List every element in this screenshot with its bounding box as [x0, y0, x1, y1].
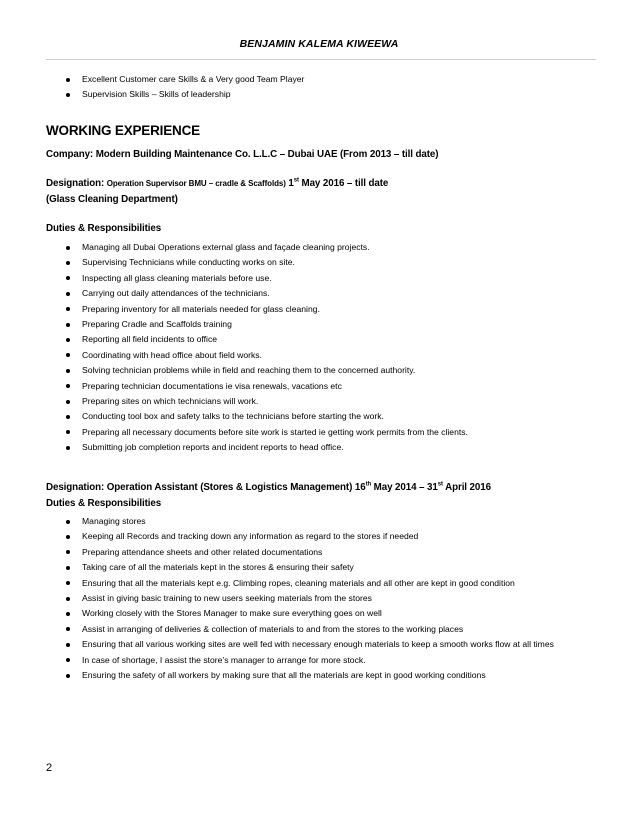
list-item: Carrying out daily attendances of the technicians. — [46, 286, 468, 301]
list-item: Excellent Customer care Skills & a Very good Team Player — [46, 72, 304, 87]
list-item: Submitting job completion reports and incident reports to head office. — [46, 440, 468, 455]
list-item: Keeping all Records and tracking down any information as regard to the stores if needed — [46, 529, 594, 544]
list-item: Working closely with the Stores Manager to make sure everything goes on well — [46, 606, 594, 621]
company-line: Company: Modern Building Maintenance Co. L.L.C – Dubai UAE (From 2013 – till date) — [46, 149, 439, 160]
list-item: Managing stores — [46, 514, 594, 529]
designation-line-1 — [46, 178, 388, 189]
duties-list-2 — [46, 514, 594, 684]
list-item: Supervision Skills – Skills of leadership — [46, 87, 304, 102]
page-number: 2 — [46, 762, 53, 774]
designation-label: Designation: — [46, 178, 105, 189]
duties-list-1 — [46, 240, 468, 456]
list-item: Conducting tool box and safety talks to the technicians before starting the work. — [46, 409, 468, 424]
list-item: Preparing Cradle and Scaffolds training — [46, 317, 468, 332]
list-item: Reporting all field incidents to office — [46, 332, 468, 347]
page-header-name: BENJAMIN KALEMA KIWEEWA — [239, 38, 399, 50]
skills-list — [46, 72, 304, 103]
list-item: Taking care of all the materials kept in the stores & ensuring their safety — [46, 560, 594, 575]
designation-text: Designation: Operation Assistant (Stores & Logistics Management) 16 — [46, 482, 366, 493]
date-rest: May 2016 – till date — [301, 178, 389, 189]
date-end: April 2016 — [442, 482, 491, 493]
list-item: Supervising Technicians while conducting works on site. — [46, 255, 468, 270]
list-item: Solving technician problems while in field and reaching them to the concerned authority. — [46, 363, 468, 378]
duties-heading-2: Duties & Responsibilities — [46, 498, 162, 509]
list-item: Ensuring that all the materials kept e.g. Climbing ropes, cleaning materials and all other are kept in good condition — [46, 576, 594, 591]
date-ordinal-start: th — [365, 481, 372, 488]
list-item: Managing all Dubai Operations external glass and façade cleaning projects. — [46, 240, 468, 255]
date-mid: May 2014 – 31 — [371, 482, 438, 493]
list-item: Preparing inventory for all materials needed for glass cleaning. — [46, 302, 468, 317]
list-item: Assist in giving basic training to new users seeking materials from the stores — [46, 591, 594, 606]
duties-heading-1: Duties & Responsibilities — [46, 223, 162, 234]
list-item: Preparing attendance sheets and other related documentations — [46, 545, 594, 560]
list-item: Ensuring that all various working sites are well fed with necessary enough materials to keep a smooth works flow at all times — [46, 637, 594, 653]
date-day: 1 — [288, 178, 294, 189]
date-ordinal-end: st — [437, 481, 443, 488]
list-item: Inspecting all glass cleaning materials before use. — [46, 271, 468, 286]
designation-title: Operation Supervisor BMU – cradle & Scaffolds) — [106, 179, 286, 188]
department-line: (Glass Cleaning Department) — [46, 194, 178, 205]
list-item: In case of shortage, I assist the store’s manager to arrange for more stock. — [46, 653, 594, 668]
list-item: Preparing sites on which technicians will work. — [46, 394, 468, 409]
list-item: Assist in arranging of deliveries & collection of materials to and from the stores to the working places — [46, 622, 594, 637]
list-item: Preparing technician documentations ie visa renewals, vacations etc — [46, 379, 468, 394]
list-item: Coordinating with head office about field works. — [46, 348, 468, 363]
list-item: Ensuring the safety of all workers by making sure that all the materials are kept in good working conditions — [46, 668, 594, 683]
designation-line-2 — [46, 482, 491, 493]
section-title-working-experience: WORKING EXPERIENCE — [46, 123, 200, 138]
header-divider — [46, 59, 596, 60]
date-ordinal: st — [293, 177, 299, 184]
list-item: Preparing all necessary documents before site work is started ie getting work permits from the clients. — [46, 425, 468, 440]
